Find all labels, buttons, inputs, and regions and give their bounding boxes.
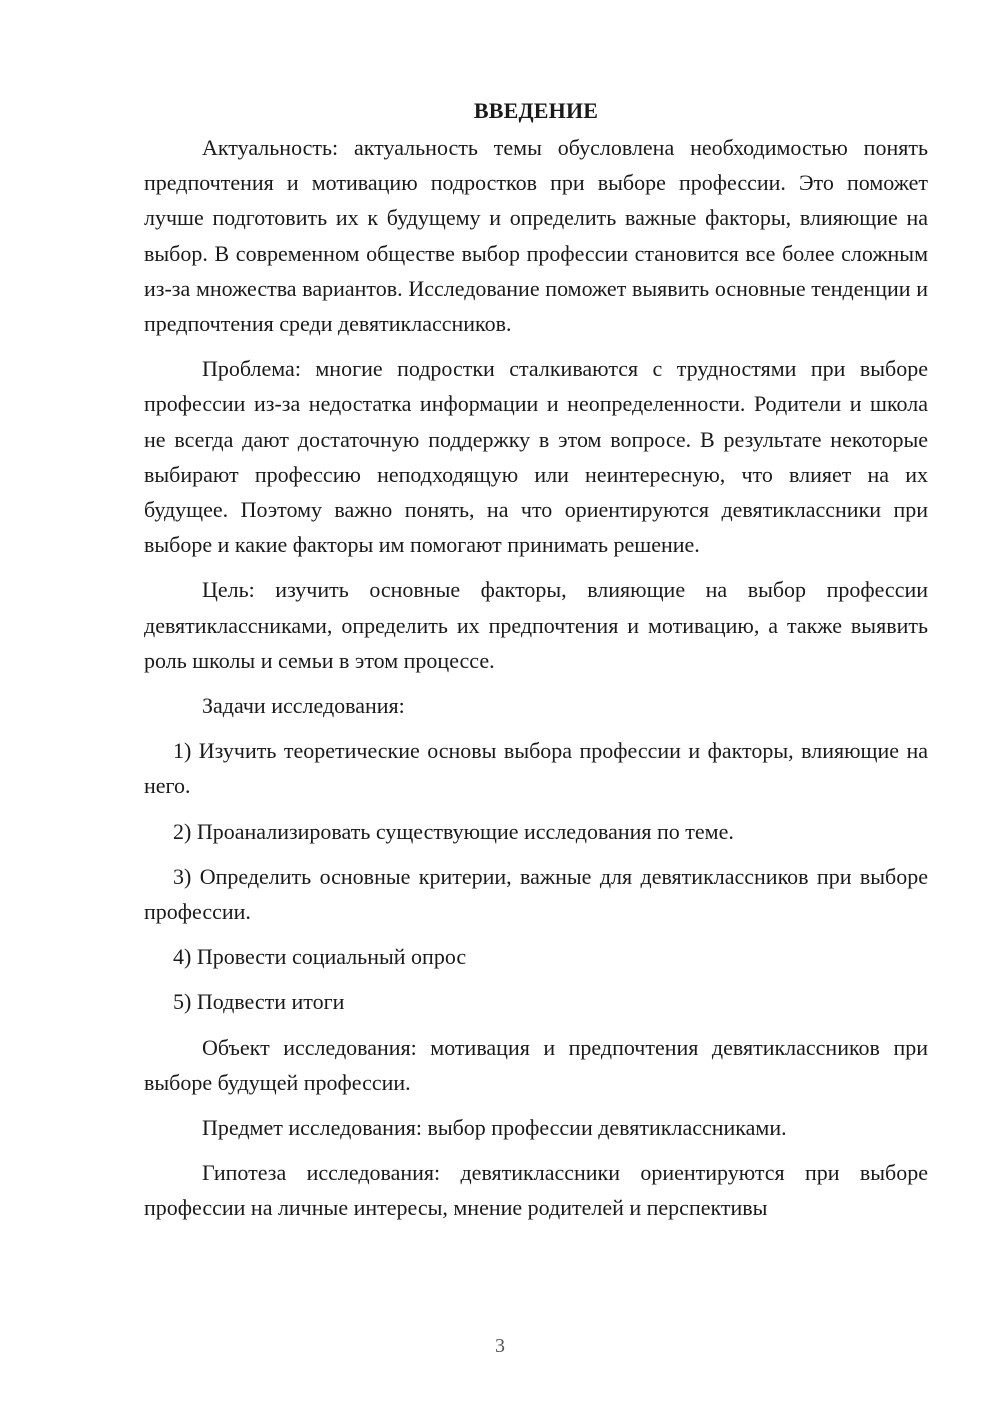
task-item-1: 1) Изучить теоретические основы выбора профессии и факторы, влияющие на него.: [144, 738, 928, 799]
paragraph-tasks-intro: Задачи исследования:: [202, 693, 405, 719]
paragraph-relevance: Актуальность: актуальность темы обусловлена необходимостью понять предпочтения и мотивацию подростков при выборе профессии. Это поможет лучше подготовить их к будущему и определить важные факторы, влияющие на выбор. В современном обществе выбор профессии становится все более сложным из-за множества вариантов. Исследование поможет выявить основные тенденции и предпочтения среди девятиклассников.: [144, 135, 928, 337]
paragraph-goal: Цель: изучить основные факторы, влияющие на выбор профессии девятиклассниками, определить их предпочтения и мотивацию, а также выявить роль школы и семьи в этом процессе.: [144, 577, 928, 673]
paragraph-subject: Предмет исследования: выбор профессии девятиклассниками.: [202, 1115, 787, 1141]
task-item-3: 3) Определить основные критерии, важные для девятиклассников при выборе профессии.: [144, 863, 928, 925]
document-page: [144, 96, 928, 1236]
paragraph-hypothesis: Гипотеза исследования: девятиклассники ориентируются при выборе профессии на личные интересы, мнение родителей и перспективы: [144, 1160, 928, 1221]
paragraph-object: Объект исследования: мотивация и предпочтения девятиклассников при выборе будущей профессии.: [144, 1034, 928, 1095]
paragraph-problem: Проблема: многие подростки сталкиваются с трудностями при выборе профессии из-за недостатка информации и неопределенности. Родители и школа не всегда дают достаточную поддержку в этом вопросе. В результате некоторые выбирают профессию неподходящую или неинтересную, что влияет на их будущее. Поэтому важно понять, на что ориентируются девятиклассники при выборе и какие факторы им помогают принимать решение.: [144, 356, 928, 558]
page-number: 3: [495, 1335, 505, 1357]
task-item-2: 2) Проанализировать существующие исследования по теме.: [173, 818, 734, 844]
section-heading: ВВЕДЕНИЕ: [473, 98, 599, 123]
task-item-5: 5) Подвести итоги: [173, 989, 345, 1015]
task-item-4: 4) Провести социальный опрос: [173, 944, 467, 970]
